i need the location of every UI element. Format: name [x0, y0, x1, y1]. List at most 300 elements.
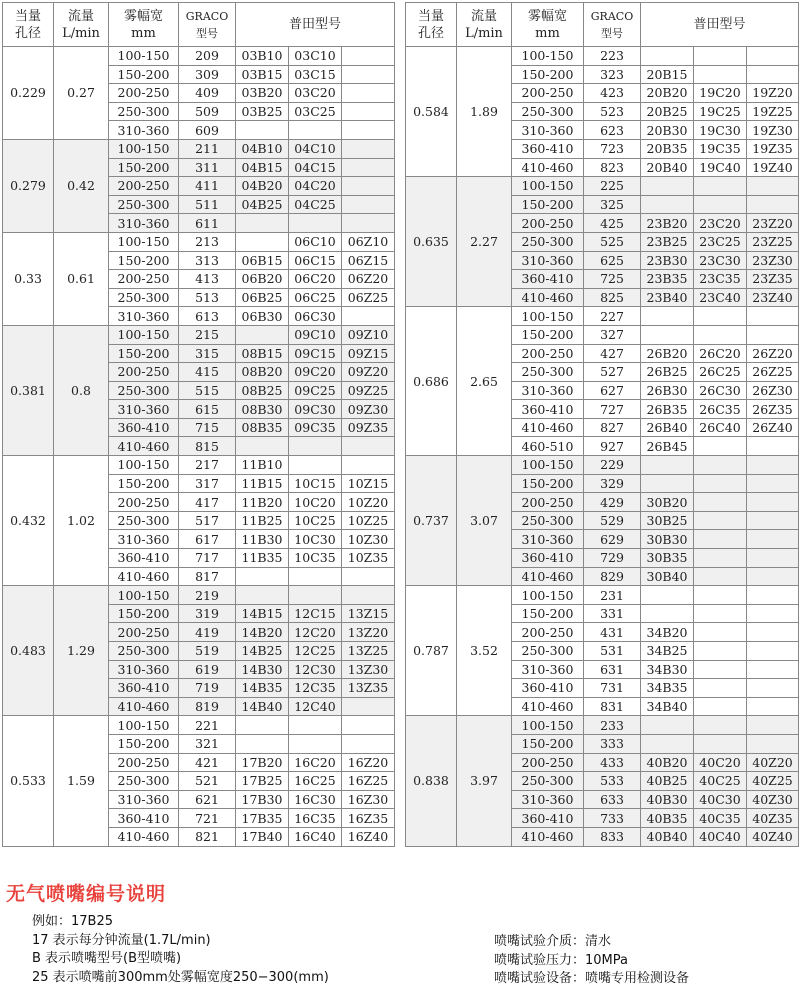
- graco-model-cell: 511: [179, 195, 236, 214]
- graco-model-cell: 313: [179, 251, 236, 270]
- putian-c-cell: 26C30: [694, 381, 747, 400]
- putian-c-cell: 12C20: [289, 623, 342, 642]
- fan-width-cell: 410-460: [109, 697, 179, 716]
- graco-model-cell: 509: [179, 102, 236, 121]
- fan-width-cell: 250-300: [512, 363, 584, 382]
- putian-b-cell: 03B10: [236, 47, 289, 66]
- putian-c-cell: 06C10: [289, 232, 342, 251]
- graco-model-cell: 521: [179, 772, 236, 791]
- putian-c-cell: 16C30: [289, 790, 342, 809]
- fan-width-cell: 100-150: [109, 139, 179, 158]
- putian-b-cell: 23B40: [641, 288, 694, 307]
- putian-b-cell: 14B20: [236, 623, 289, 642]
- putian-z-cell: 23Z25: [747, 232, 799, 251]
- putian-z-cell: 13Z15: [342, 604, 395, 623]
- header-putian-model: 普田型号: [236, 3, 395, 47]
- putian-z-cell: 10Z35: [342, 549, 395, 568]
- fan-width-cell: 460-510: [512, 437, 584, 456]
- putian-b-cell: 30B40: [641, 567, 694, 586]
- putian-c-cell: 23C25: [694, 232, 747, 251]
- flow-cell: 1.29: [54, 586, 109, 716]
- putian-c-cell: [289, 456, 342, 475]
- putian-c-cell: [694, 623, 747, 642]
- putian-b-cell: [236, 121, 289, 140]
- graco-model-cell: 815: [179, 437, 236, 456]
- putian-z-cell: [747, 716, 799, 735]
- table-row: [406, 177, 799, 196]
- putian-b-cell: 17B35: [236, 809, 289, 828]
- table-row: [406, 47, 799, 66]
- putian-z-cell: [747, 567, 799, 586]
- fan-width-cell: 100-150: [512, 456, 584, 475]
- putian-b-cell: 23B35: [641, 270, 694, 289]
- orifice-cell: 0.33: [3, 232, 54, 325]
- explanation-title: 无气喷嘴编号说明: [6, 883, 167, 905]
- putian-c-cell: [694, 307, 747, 326]
- putian-c-cell: [694, 530, 747, 549]
- fan-width-cell: 360-410: [512, 270, 584, 289]
- putian-b-cell: 40B30: [641, 790, 694, 809]
- fan-width-cell: 250-300: [109, 288, 179, 307]
- fan-width-cell: 200-250: [109, 84, 179, 103]
- putian-b-cell: 06B20: [236, 270, 289, 289]
- fan-width-cell: 250-300: [512, 511, 584, 530]
- putian-c-cell: [694, 549, 747, 568]
- putian-c-cell: 04C10: [289, 139, 342, 158]
- graco-model-cell: 719: [179, 679, 236, 698]
- putian-b-cell: 11B25: [236, 511, 289, 530]
- putian-z-cell: 26Z35: [747, 400, 799, 419]
- putian-z-cell: 26Z40: [747, 418, 799, 437]
- table-row: [3, 325, 395, 344]
- graco-model-cell: 325: [584, 195, 641, 214]
- graco-model-cell: 425: [584, 214, 641, 233]
- graco-model-cell: 317: [179, 474, 236, 493]
- fan-width-cell: 360-410: [109, 418, 179, 437]
- graco-model-cell: 623: [584, 121, 641, 140]
- putian-c-cell: 16C35: [289, 809, 342, 828]
- putian-b-cell: 06B30: [236, 307, 289, 326]
- fan-width-cell: 100-150: [512, 586, 584, 605]
- graco-model-cell: 531: [584, 642, 641, 661]
- fan-width-cell: 310-360: [109, 400, 179, 419]
- putian-b-cell: 34B35: [641, 679, 694, 698]
- header-graco-model: GRACO 型号: [584, 3, 641, 47]
- graco-model-cell: 315: [179, 344, 236, 363]
- putian-b-cell: [236, 586, 289, 605]
- putian-b-cell: 14B25: [236, 642, 289, 661]
- fan-width-cell: 250-300: [109, 772, 179, 791]
- putian-b-cell: 40B40: [641, 827, 694, 846]
- putian-c-cell: 16C40: [289, 827, 342, 846]
- graco-model-cell: 517: [179, 511, 236, 530]
- putian-z-cell: [747, 511, 799, 530]
- graco-model-cell: 209: [179, 47, 236, 66]
- graco-model-cell: 433: [584, 753, 641, 772]
- fan-width-cell: 360-410: [512, 809, 584, 828]
- putian-z-cell: 23Z30: [747, 251, 799, 270]
- fan-width-cell: 250-300: [109, 381, 179, 400]
- putian-b-cell: 23B20: [641, 214, 694, 233]
- graco-model-cell: 823: [584, 158, 641, 177]
- putian-z-cell: 09Z15: [342, 344, 395, 363]
- putian-b-cell: [236, 437, 289, 456]
- fan-width-cell: 200-250: [109, 363, 179, 382]
- fan-width-cell: 410-460: [109, 437, 179, 456]
- flow-cell: 3.97: [457, 716, 512, 846]
- putian-b-cell: 11B15: [236, 474, 289, 493]
- putian-z-cell: 09Z20: [342, 363, 395, 382]
- putian-c-cell: 40C30: [694, 790, 747, 809]
- fan-width-cell: 100-150: [109, 47, 179, 66]
- putian-c-cell: 06C20: [289, 270, 342, 289]
- putian-z-cell: 26Z20: [747, 344, 799, 363]
- table-row: [3, 716, 395, 735]
- putian-z-cell: [342, 586, 395, 605]
- fan-width-cell: 360-410: [109, 809, 179, 828]
- putian-z-cell: [747, 623, 799, 642]
- putian-z-cell: 19Z20: [747, 84, 799, 103]
- type-meaning-line: B 表示喷嘴型号(B型喷嘴): [32, 951, 182, 966]
- putian-c-cell: 10C30: [289, 530, 342, 549]
- putian-c-cell: 09C20: [289, 363, 342, 382]
- table-row: [3, 586, 395, 605]
- putian-c-cell: [694, 586, 747, 605]
- fan-width-cell: 200-250: [512, 344, 584, 363]
- graco-model-cell: 831: [584, 697, 641, 716]
- putian-z-cell: [342, 437, 395, 456]
- spec-table-right: [405, 2, 799, 847]
- putian-b-cell: 04B20: [236, 177, 289, 196]
- putian-z-cell: [747, 697, 799, 716]
- fan-width-cell: 310-360: [109, 307, 179, 326]
- header-flow: 流量 L/min: [54, 3, 109, 47]
- putian-b-cell: [641, 195, 694, 214]
- graco-model-cell: 331: [584, 604, 641, 623]
- fan-width-cell: 150-200: [512, 734, 584, 753]
- putian-b-cell: 40B20: [641, 753, 694, 772]
- putian-b-cell: 30B35: [641, 549, 694, 568]
- putian-z-cell: 40Z25: [747, 772, 799, 791]
- fan-width-cell: 310-360: [109, 530, 179, 549]
- putian-c-cell: 23C35: [694, 270, 747, 289]
- orifice-cell: 0.635: [406, 177, 457, 307]
- graco-model-cell: 513: [179, 288, 236, 307]
- graco-model-cell: 631: [584, 660, 641, 679]
- fan-width-cell: 150-200: [109, 604, 179, 623]
- graco-model-cell: 825: [584, 288, 641, 307]
- graco-model-cell: 213: [179, 232, 236, 251]
- putian-z-cell: 40Z35: [747, 809, 799, 828]
- flow-meaning-line: 17 表示每分钟流量(1.7L/min): [32, 932, 211, 948]
- putian-z-cell: [747, 195, 799, 214]
- fan-width-cell: 100-150: [512, 47, 584, 66]
- putian-b-cell: 14B40: [236, 697, 289, 716]
- fan-width-cell: 150-200: [512, 604, 584, 623]
- putian-c-cell: [694, 679, 747, 698]
- putian-z-cell: 16Z35: [342, 809, 395, 828]
- putian-b-cell: 04B25: [236, 195, 289, 214]
- putian-b-cell: 11B30: [236, 530, 289, 549]
- fan-width-cell: 100-150: [109, 325, 179, 344]
- orifice-cell: 0.432: [3, 456, 54, 586]
- putian-b-cell: 26B25: [641, 363, 694, 382]
- fan-width-cell: 410-460: [512, 158, 584, 177]
- orifice-cell: 0.686: [406, 307, 457, 456]
- putian-z-cell: 13Z20: [342, 623, 395, 642]
- putian-c-cell: [694, 660, 747, 679]
- graco-model-cell: 413: [179, 270, 236, 289]
- putian-c-cell: 03C15: [289, 65, 342, 84]
- putian-b-cell: 26B40: [641, 418, 694, 437]
- putian-c-cell: 19C35: [694, 139, 747, 158]
- putian-z-cell: [747, 586, 799, 605]
- flow-cell: 1.59: [54, 716, 109, 846]
- putian-b-cell: [641, 325, 694, 344]
- putian-z-cell: 09Z10: [342, 325, 395, 344]
- table-row: [406, 716, 799, 735]
- graco-model-cell: 527: [584, 363, 641, 382]
- graco-model-cell: 211: [179, 139, 236, 158]
- fan-width-cell: 150-200: [109, 734, 179, 753]
- graco-model-cell: 533: [584, 772, 641, 791]
- putian-c-cell: 12C25: [289, 642, 342, 661]
- graco-model-cell: 327: [584, 325, 641, 344]
- putian-b-cell: [641, 474, 694, 493]
- putian-b-cell: 26B35: [641, 400, 694, 419]
- putian-c-cell: 40C40: [694, 827, 747, 846]
- putian-b-cell: 11B10: [236, 456, 289, 475]
- putian-c-cell: 40C35: [694, 809, 747, 828]
- flow-cell: 0.8: [54, 325, 109, 455]
- fan-width-cell: 200-250: [512, 623, 584, 642]
- putian-c-cell: [694, 642, 747, 661]
- putian-b-cell: [641, 716, 694, 735]
- fan-width-cell: 150-200: [109, 158, 179, 177]
- putian-c-cell: 04C15: [289, 158, 342, 177]
- putian-z-cell: 16Z20: [342, 753, 395, 772]
- fan-width-cell: 200-250: [109, 623, 179, 642]
- putian-b-cell: 20B15: [641, 65, 694, 84]
- fan-width-cell: 100-150: [109, 586, 179, 605]
- putian-c-cell: 12C35: [289, 679, 342, 698]
- fan-width-cell: 310-360: [512, 121, 584, 140]
- graco-model-cell: 429: [584, 493, 641, 512]
- putian-b-cell: 20B40: [641, 158, 694, 177]
- putian-z-cell: [342, 84, 395, 103]
- putian-c-cell: 26C35: [694, 400, 747, 419]
- putian-z-cell: 09Z35: [342, 418, 395, 437]
- putian-b-cell: [641, 734, 694, 753]
- fan-width-cell: 410-460: [109, 827, 179, 846]
- graco-model-cell: 723: [584, 139, 641, 158]
- putian-z-cell: [342, 567, 395, 586]
- fan-width-cell: 200-250: [109, 493, 179, 512]
- graco-model-cell: 523: [584, 102, 641, 121]
- putian-z-cell: [342, 214, 395, 233]
- putian-c-cell: 19C40: [694, 158, 747, 177]
- putian-b-cell: 17B40: [236, 827, 289, 846]
- putian-z-cell: [747, 437, 799, 456]
- putian-z-cell: [747, 642, 799, 661]
- putian-b-cell: 26B20: [641, 344, 694, 363]
- putian-b-cell: 11B20: [236, 493, 289, 512]
- putian-b-cell: 17B30: [236, 790, 289, 809]
- table-row: [3, 456, 395, 475]
- explanation-notes: [32, 913, 329, 987]
- test-equipment: 喷嘴试验设备：喷嘴专用检测设备: [494, 971, 690, 986]
- graco-model-cell: 615: [179, 400, 236, 419]
- fan-width-cell: 150-200: [512, 325, 584, 344]
- example-line: 例如：17B25: [32, 914, 114, 929]
- graco-model-cell: 827: [584, 418, 641, 437]
- fan-width-cell: 310-360: [512, 790, 584, 809]
- flow-cell: 2.65: [457, 307, 512, 456]
- putian-c-cell: 06C15: [289, 251, 342, 270]
- putian-z-cell: [342, 307, 395, 326]
- putian-z-cell: [342, 139, 395, 158]
- fan-width-cell: 200-250: [109, 177, 179, 196]
- fan-width-cell: 150-200: [109, 474, 179, 493]
- putian-z-cell: [747, 604, 799, 623]
- putian-z-cell: 06Z20: [342, 270, 395, 289]
- flow-cell: 2.27: [457, 177, 512, 307]
- graco-model-cell: 619: [179, 660, 236, 679]
- putian-z-cell: [747, 549, 799, 568]
- putian-z-cell: [747, 325, 799, 344]
- graco-model-cell: 323: [584, 65, 641, 84]
- graco-model-cell: 233: [584, 716, 641, 735]
- putian-c-cell: 03C20: [289, 84, 342, 103]
- graco-model-cell: 229: [584, 456, 641, 475]
- putian-c-cell: [694, 195, 747, 214]
- putian-c-cell: [694, 697, 747, 716]
- putian-c-cell: [694, 65, 747, 84]
- putian-c-cell: 19C20: [694, 84, 747, 103]
- graco-model-cell: 221: [179, 716, 236, 735]
- putian-z-cell: [342, 716, 395, 735]
- putian-c-cell: 10C20: [289, 493, 342, 512]
- putian-b-cell: 40B25: [641, 772, 694, 791]
- putian-b-cell: [236, 232, 289, 251]
- graco-model-cell: 529: [584, 511, 641, 530]
- putian-z-cell: 19Z30: [747, 121, 799, 140]
- putian-c-cell: 12C40: [289, 697, 342, 716]
- putian-c-cell: 23C40: [694, 288, 747, 307]
- putian-c-cell: 16C20: [289, 753, 342, 772]
- flow-cell: 0.42: [54, 139, 109, 232]
- putian-z-cell: 26Z30: [747, 381, 799, 400]
- putian-z-cell: [342, 158, 395, 177]
- putian-b-cell: 23B25: [641, 232, 694, 251]
- putian-b-cell: [236, 716, 289, 735]
- fan-width-cell: 100-150: [109, 232, 179, 251]
- header-orifice: 当量 孔径: [3, 3, 54, 47]
- fan-width-cell: 310-360: [512, 381, 584, 400]
- putian-c-cell: [694, 437, 747, 456]
- graco-model-cell: 227: [584, 307, 641, 326]
- fan-width-cell: 150-200: [512, 65, 584, 84]
- putian-b-cell: [641, 307, 694, 326]
- putian-b-cell: [641, 456, 694, 475]
- graco-model-cell: 829: [584, 567, 641, 586]
- putian-b-cell: 17B25: [236, 772, 289, 791]
- putian-c-cell: 09C30: [289, 400, 342, 419]
- fan-width-cell: 310-360: [512, 251, 584, 270]
- putian-z-cell: [342, 121, 395, 140]
- putian-b-cell: [236, 214, 289, 233]
- header-putian-model: 普田型号: [641, 3, 799, 47]
- putian-z-cell: 40Z30: [747, 790, 799, 809]
- graco-model-cell: 733: [584, 809, 641, 828]
- header-fan-width: 雾幅宽 mm: [512, 3, 584, 47]
- putian-c-cell: [289, 567, 342, 586]
- putian-b-cell: [236, 325, 289, 344]
- graco-model-cell: 417: [179, 493, 236, 512]
- table-row: [3, 47, 395, 66]
- graco-model-cell: 421: [179, 753, 236, 772]
- putian-b-cell: 17B20: [236, 753, 289, 772]
- fan-width-cell: 200-250: [512, 214, 584, 233]
- fan-width-cell: 250-300: [109, 642, 179, 661]
- fan-width-cell: 100-150: [109, 716, 179, 735]
- putian-z-cell: [747, 456, 799, 475]
- putian-z-cell: [747, 474, 799, 493]
- graco-model-cell: 231: [584, 586, 641, 605]
- putian-z-cell: 09Z30: [342, 400, 395, 419]
- fan-width-cell: 250-300: [512, 772, 584, 791]
- putian-b-cell: 34B40: [641, 697, 694, 716]
- fan-width-cell: 200-250: [512, 493, 584, 512]
- putian-b-cell: 30B25: [641, 511, 694, 530]
- header-orifice: 当量 孔径: [406, 3, 457, 47]
- putian-c-cell: 09C10: [289, 325, 342, 344]
- orifice-cell: 0.279: [3, 139, 54, 232]
- putian-z-cell: [747, 530, 799, 549]
- putian-c-cell: 03C25: [289, 102, 342, 121]
- graco-model-cell: 613: [179, 307, 236, 326]
- putian-z-cell: 10Z30: [342, 530, 395, 549]
- putian-c-cell: 09C35: [289, 418, 342, 437]
- putian-z-cell: [747, 177, 799, 196]
- putian-b-cell: 30B30: [641, 530, 694, 549]
- putian-z-cell: 13Z25: [342, 642, 395, 661]
- putian-c-cell: 10C25: [289, 511, 342, 530]
- graco-model-cell: 525: [584, 232, 641, 251]
- graco-model-cell: 411: [179, 177, 236, 196]
- graco-model-cell: 715: [179, 418, 236, 437]
- orifice-cell: 0.584: [406, 47, 457, 177]
- putian-c-cell: [694, 177, 747, 196]
- orifice-cell: 0.229: [3, 47, 54, 140]
- flow-cell: 1.02: [54, 456, 109, 586]
- fan-width-cell: 150-200: [109, 344, 179, 363]
- fan-width-cell: 310-360: [109, 121, 179, 140]
- graco-model-cell: 215: [179, 325, 236, 344]
- putian-c-cell: 26C25: [694, 363, 747, 382]
- orifice-cell: 0.838: [406, 716, 457, 846]
- graco-model-cell: 609: [179, 121, 236, 140]
- fan-width-cell: 150-200: [109, 65, 179, 84]
- putian-z-cell: 19Z25: [747, 102, 799, 121]
- fan-width-cell: 360-410: [512, 400, 584, 419]
- putian-b-cell: 14B15: [236, 604, 289, 623]
- putian-z-cell: [342, 102, 395, 121]
- putian-b-cell: 20B30: [641, 121, 694, 140]
- putian-b-cell: 04B15: [236, 158, 289, 177]
- putian-b-cell: [641, 586, 694, 605]
- putian-z-cell: [342, 456, 395, 475]
